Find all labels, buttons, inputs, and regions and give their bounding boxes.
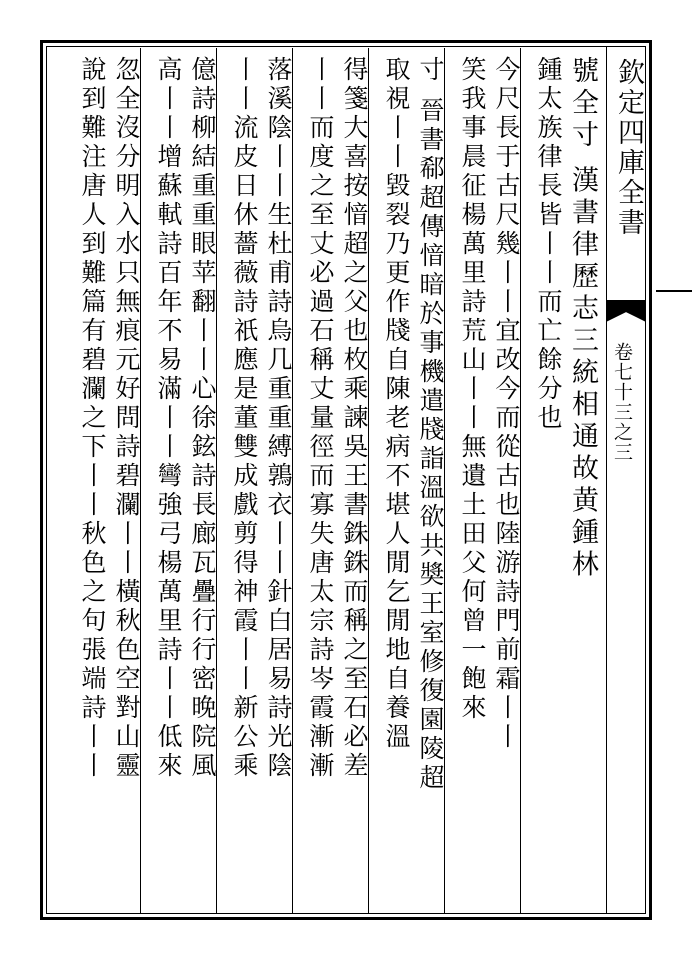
volume-label: 卷七十三之三: [611, 342, 633, 462]
text-column-14: 說到難注唐人到難篇有碧瀾之下丨丨秋色之句張端詩丨丨: [78, 56, 107, 781]
text-column-1: 號全寸 漢書律歷志三統相通故黄鍾林: [567, 56, 598, 582]
text-column-8: 丨丨而度之至丈必過石稱丈量徑而寡失唐太宗詩岑霞漸漸: [306, 56, 335, 781]
text-column-12: 高丨丨增蘇軾詩百年不易滿丨丨彎強弓楊萬里詩丨丨低來: [154, 56, 183, 781]
text-column-9: 落溪陰丨丨生杜甫詩烏几重重縛鶉衣丨丨針白居易詩光陰: [264, 56, 293, 781]
text-column-4: 笑我事晨征楊萬里詩荒山丨丨無遺土田父何曾一飽來: [458, 56, 487, 723]
banner-column: [606, 46, 646, 914]
text-column-2: 鍾太族律長皆丨丨而亡餘分也: [534, 56, 563, 433]
text-column-10: 丨丨流皮日休薔薇詩祇應是董雙成戲剪得神霞丨丨新公乘: [230, 56, 259, 781]
text-column-13: 忽全沒分明入水只無痕元好問詩碧瀾丨丨橫秋色空對山靈: [112, 56, 141, 781]
text-column-7: 得箋大喜按愔超之父也枚乘諫吳王書銖銖而稱之至石必差: [340, 56, 369, 781]
page-edge-line: [656, 290, 692, 292]
text-column-6: 取視丨丨毀裂乃更作牋自陳老病不堪人閒乞閒地自養溫: [382, 56, 411, 752]
text-column-11: 億詩柳結重重眼苹翻丨丨心徐鉉詩長廊瓦疊行行密晚院風: [188, 56, 217, 781]
library-title: 欽定四庫全書: [613, 58, 644, 238]
text-column-3: 今尺長于古尺幾丨丨宜改今而從古也陸游詩門前霜丨丨: [492, 56, 521, 752]
text-column-5: 寸 晉書郗超傳愔暗於事機遣牋詣溫欲共奬王室修復園陵超: [416, 56, 445, 793]
